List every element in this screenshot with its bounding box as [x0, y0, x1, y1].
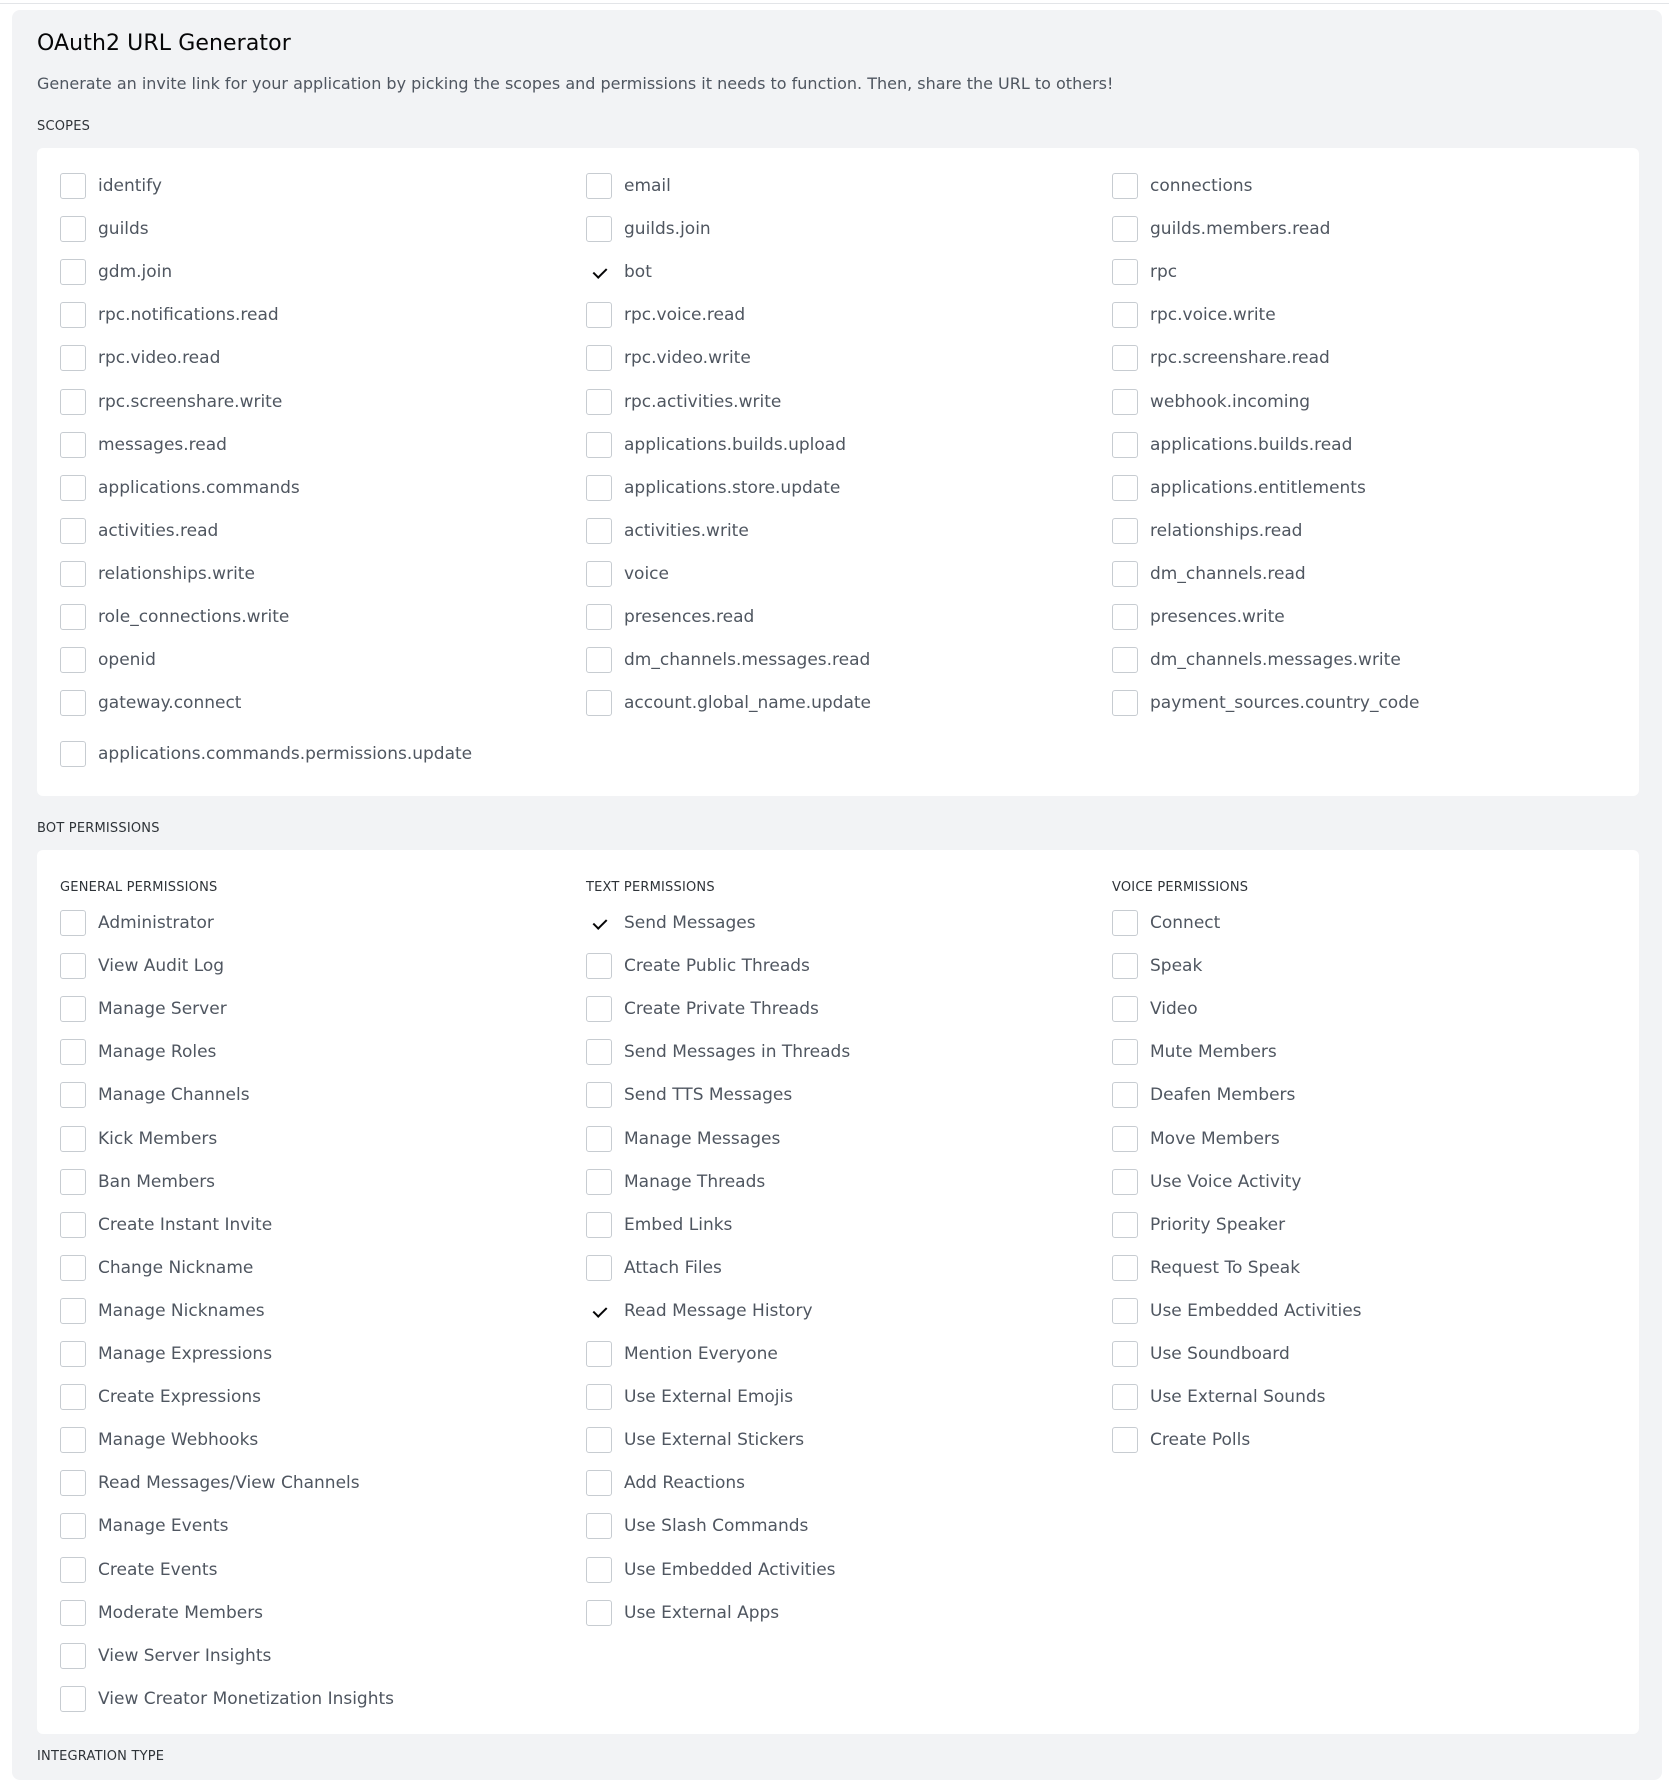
- permission-attach-files[interactable]: [586, 1254, 722, 1282]
- checkbox[interactable]: [586, 518, 612, 544]
- checkbox[interactable]: [1112, 432, 1138, 458]
- checkbox[interactable]: [1112, 953, 1138, 979]
- checkbox[interactable]: [60, 518, 86, 544]
- permission-add-reactions[interactable]: [586, 1469, 745, 1497]
- checkbox-label: Add Reactions: [624, 1473, 746, 1493]
- scope-gdm-join[interactable]: [60, 258, 172, 286]
- scope-messages-read[interactable]: [60, 431, 227, 459]
- checkbox-label: Manage Threads: [624, 1172, 766, 1192]
- checkbox[interactable]: [586, 173, 612, 199]
- scope-dm-channels-read[interactable]: [1112, 560, 1306, 588]
- scope-account-global-name-update[interactable]: [586, 689, 871, 717]
- bot-permissions-section-label: BOT PERMISSIONS: [37, 821, 160, 836]
- checkbox-label: webhook.incoming: [1150, 392, 1311, 412]
- checkbox[interactable]: [60, 432, 86, 458]
- checkbox-label: activities.read: [98, 521, 219, 541]
- checkbox[interactable]: [60, 1039, 86, 1065]
- checkbox-label: rpc: [1150, 262, 1178, 282]
- checkbox[interactable]: [1112, 1341, 1138, 1367]
- checkbox[interactable]: [1112, 1082, 1138, 1108]
- checkbox-label: applications.builds.read: [1150, 435, 1353, 455]
- checkbox-label: Use Slash Commands: [624, 1516, 809, 1536]
- checkbox-label: rpc.activities.write: [624, 392, 782, 412]
- checkbox-label: messages.read: [98, 435, 227, 455]
- checkbox[interactable]: [586, 953, 612, 979]
- checkbox-label: Use Embedded Activities: [624, 1560, 836, 1580]
- checkbox-label: activities.write: [624, 521, 749, 541]
- checkbox[interactable]: [60, 302, 86, 328]
- checkbox-label: connections: [1150, 176, 1253, 196]
- checkbox[interactable]: [60, 1255, 86, 1281]
- scope-applications-commands[interactable]: [60, 474, 300, 502]
- permission-create-instant-invite[interactable]: [60, 1211, 272, 1239]
- checkbox-label: Mute Members: [1150, 1042, 1277, 1062]
- checkbox-label: Mention Everyone: [624, 1344, 778, 1364]
- checkbox-label: dm_channels.messages.write: [1150, 650, 1401, 670]
- checkbox[interactable]: [60, 1341, 86, 1367]
- checkbox-label: View Creator Monetization Insights: [98, 1689, 395, 1709]
- checkbox-label: account.global_name.update: [624, 693, 871, 713]
- permission-use-external-stickers[interactable]: [586, 1426, 804, 1454]
- scope-payment-sources-country-code[interactable]: [1112, 689, 1419, 717]
- permission-deafen-members[interactable]: [1112, 1081, 1295, 1109]
- permission-use-slash-commands[interactable]: [586, 1512, 808, 1540]
- scope-rpc[interactable]: [1112, 258, 1177, 286]
- permission-send-messages[interactable]: [586, 909, 756, 937]
- scope-connections[interactable]: [1112, 172, 1253, 200]
- checkbox-label: guilds.join: [624, 219, 711, 239]
- checkbox[interactable]: [60, 216, 86, 242]
- checkbox[interactable]: [1112, 475, 1138, 501]
- checkbox-label: Send TTS Messages: [624, 1085, 793, 1105]
- checkbox-checked[interactable]: [586, 259, 612, 285]
- checkbox[interactable]: [1112, 173, 1138, 199]
- checkbox-label: payment_sources.country_code: [1150, 693, 1420, 713]
- permission-use-soundboard[interactable]: [1112, 1340, 1290, 1368]
- permission-mention-everyone[interactable]: [586, 1340, 778, 1368]
- checkbox[interactable]: [1112, 561, 1138, 587]
- checkbox-label: Use Embedded Activities: [1150, 1301, 1362, 1321]
- scope-presences-write[interactable]: [1112, 603, 1285, 631]
- checkbox[interactable]: [586, 604, 612, 630]
- checkbox-label: Use External Apps: [624, 1603, 780, 1623]
- permission-create-events[interactable]: [60, 1556, 217, 1584]
- checkbox-label: Speak: [1150, 956, 1203, 976]
- checkbox-label: role_connections.write: [98, 607, 290, 627]
- scope-rpc-video-write[interactable]: [586, 344, 751, 372]
- checkbox-label: Create Polls: [1150, 1430, 1251, 1450]
- checkbox[interactable]: [1112, 1126, 1138, 1152]
- scope-openid[interactable]: [60, 646, 156, 674]
- permission-request-to-speak[interactable]: [1112, 1254, 1300, 1282]
- checkbox[interactable]: [1112, 996, 1138, 1022]
- checkbox-label: Priority Speaker: [1150, 1215, 1286, 1235]
- scope-applications-commands-permissions-update[interactable]: [60, 740, 472, 768]
- scope-guilds-members-read[interactable]: [1112, 215, 1330, 243]
- checkbox[interactable]: [1112, 302, 1138, 328]
- checkbox[interactable]: [586, 475, 612, 501]
- checkbox-label: presences.read: [624, 607, 755, 627]
- checkbox[interactable]: [60, 1427, 86, 1453]
- checkbox-label: bot: [624, 262, 652, 282]
- checkbox-label: presences.write: [1150, 607, 1285, 627]
- permission-manage-messages[interactable]: [586, 1125, 780, 1153]
- checkbox-label: Use External Stickers: [624, 1430, 805, 1450]
- scope-activities-write[interactable]: [586, 517, 749, 545]
- permission-use-voice-activity[interactable]: [1112, 1168, 1301, 1196]
- checkbox[interactable]: [1112, 910, 1138, 936]
- scope-email[interactable]: [586, 172, 671, 200]
- permission-manage-roles[interactable]: [60, 1038, 216, 1066]
- permission-view-creator-monetization-insights[interactable]: [60, 1685, 394, 1713]
- checkbox-label: Use Soundboard: [1150, 1344, 1290, 1364]
- checkbox-label: Connect: [1150, 913, 1221, 933]
- checkbox[interactable]: [60, 1126, 86, 1152]
- checkbox[interactable]: [586, 1255, 612, 1281]
- checkbox-label: Manage Channels: [98, 1085, 250, 1105]
- permission-connect[interactable]: [1112, 909, 1220, 937]
- checkbox[interactable]: [60, 1082, 86, 1108]
- checkbox[interactable]: [1112, 1384, 1138, 1410]
- checkbox-label: dm_channels.read: [1150, 564, 1306, 584]
- checkbox-label: rpc.notifications.read: [98, 305, 279, 325]
- checkbox-label: Create Events: [98, 1560, 218, 1580]
- permission-create-expressions[interactable]: [60, 1383, 261, 1411]
- permission-manage-nicknames[interactable]: [60, 1297, 265, 1325]
- permission-moderate-members[interactable]: [60, 1599, 263, 1627]
- checkbox[interactable]: [586, 345, 612, 371]
- checkbox-label: Embed Links: [624, 1215, 733, 1235]
- scope-activities-read[interactable]: [60, 517, 218, 545]
- permission-send-messages-in-threads[interactable]: [586, 1038, 850, 1066]
- checkbox[interactable]: [586, 1082, 612, 1108]
- checkbox-label: Request To Speak: [1150, 1258, 1301, 1278]
- scope-role-connections-write[interactable]: [60, 603, 289, 631]
- checkbox[interactable]: [586, 1513, 612, 1539]
- checkbox[interactable]: [1112, 389, 1138, 415]
- checkbox-label: applications.store.update: [624, 478, 841, 498]
- permission-video[interactable]: [1112, 995, 1198, 1023]
- permission-move-members[interactable]: [1112, 1125, 1280, 1153]
- scope-guilds-join[interactable]: [586, 215, 711, 243]
- checkbox[interactable]: [586, 1039, 612, 1065]
- checkbox-label: Manage Roles: [98, 1042, 217, 1062]
- checkbox[interactable]: [60, 345, 86, 371]
- checkbox[interactable]: [586, 1427, 612, 1453]
- checkbox-label: email: [624, 176, 671, 196]
- permission-manage-channels[interactable]: [60, 1081, 250, 1109]
- checkbox-label: Create Expressions: [98, 1387, 262, 1407]
- integration-type-section-label: INTEGRATION TYPE: [37, 1749, 165, 1764]
- permission-view-server-insights[interactable]: [60, 1642, 271, 1670]
- checkbox[interactable]: [60, 1686, 86, 1712]
- scope-applications-store-update[interactable]: [586, 474, 840, 502]
- checkbox-label: applications.commands: [98, 478, 300, 498]
- checkbox[interactable]: [60, 690, 86, 716]
- checkbox-label: Read Messages/View Channels: [98, 1473, 360, 1493]
- checkbox-label: applications.commands.permissions.update: [98, 744, 473, 764]
- checkbox[interactable]: [586, 1126, 612, 1152]
- checkbox[interactable]: [60, 561, 86, 587]
- scope-dm-channels-messages-read[interactable]: [586, 646, 870, 674]
- checkbox[interactable]: [1112, 216, 1138, 242]
- checkbox-label: identify: [98, 176, 162, 196]
- scope-relationships-read[interactable]: [1112, 517, 1302, 545]
- scope-guilds[interactable]: [60, 215, 149, 243]
- scopes-card: [37, 148, 1639, 796]
- bot-permissions-card: [37, 850, 1639, 1734]
- permission-column-heading: VOICE PERMISSIONS: [1112, 880, 1249, 895]
- checkbox[interactable]: [1112, 518, 1138, 544]
- permission-manage-server[interactable]: [60, 995, 227, 1023]
- checkbox[interactable]: [1112, 1255, 1138, 1281]
- permission-change-nickname[interactable]: [60, 1254, 253, 1282]
- checkbox[interactable]: [60, 1169, 86, 1195]
- checkbox[interactable]: [586, 690, 612, 716]
- permission-read-message-history[interactable]: [586, 1297, 813, 1325]
- checkbox-label: relationships.write: [98, 564, 255, 584]
- checkbox[interactable]: [60, 1298, 86, 1324]
- checkbox-label: Moderate Members: [98, 1603, 264, 1623]
- checkbox[interactable]: [1112, 1212, 1138, 1238]
- checkbox-label: Manage Nicknames: [98, 1301, 265, 1321]
- scope-identify[interactable]: [60, 172, 162, 200]
- checkbox-label: dm_channels.messages.read: [624, 650, 871, 670]
- permission-column-heading: TEXT PERMISSIONS: [586, 880, 715, 895]
- checkbox[interactable]: [586, 1341, 612, 1367]
- checkbox[interactable]: [60, 389, 86, 415]
- permission-send-tts-messages[interactable]: [586, 1081, 792, 1109]
- permission-create-polls[interactable]: [1112, 1426, 1250, 1454]
- checkbox[interactable]: [1112, 259, 1138, 285]
- checkbox-label: applications.builds.upload: [624, 435, 846, 455]
- checkbox-label: Read Message History: [624, 1301, 813, 1321]
- checkbox[interactable]: [60, 259, 86, 285]
- checkbox[interactable]: [586, 1557, 612, 1583]
- page-title: OAuth2 URL Generator: [37, 31, 291, 56]
- checkbox-label: Use External Emojis: [624, 1387, 794, 1407]
- permission-use-embedded-activities[interactable]: [1112, 1297, 1362, 1325]
- checkbox-label: View Audit Log: [98, 956, 225, 976]
- checkbox-label: openid: [98, 650, 156, 670]
- permission-column-heading: GENERAL PERMISSIONS: [60, 880, 218, 895]
- scope-gateway-connect[interactable]: [60, 689, 241, 717]
- checkbox-label: Video: [1150, 999, 1198, 1019]
- checkbox-label: Create Private Threads: [624, 999, 819, 1019]
- checkbox-label: guilds.members.read: [1150, 219, 1331, 239]
- permission-create-private-threads[interactable]: [586, 995, 819, 1023]
- scope-applications-builds-read[interactable]: [1112, 431, 1352, 459]
- checkbox[interactable]: [586, 1600, 612, 1626]
- scope-rpc-voice-read[interactable]: [586, 301, 745, 329]
- top-divider: [0, 3, 1669, 4]
- checkbox-label: guilds: [98, 219, 149, 239]
- checkbox-label: rpc.voice.write: [1150, 305, 1276, 325]
- permission-manage-events[interactable]: [60, 1512, 229, 1540]
- checkbox[interactable]: [1112, 1039, 1138, 1065]
- checkbox-label: Manage Messages: [624, 1129, 781, 1149]
- checkbox[interactable]: [60, 996, 86, 1022]
- permission-administrator[interactable]: [60, 909, 214, 937]
- scope-rpc-voice-write[interactable]: [1112, 301, 1276, 329]
- permission-manage-webhooks[interactable]: [60, 1426, 258, 1454]
- permission-create-public-threads[interactable]: [586, 952, 810, 980]
- checkbox-label: rpc.video.write: [624, 348, 751, 368]
- checkbox[interactable]: [1112, 1427, 1138, 1453]
- permission-embed-links[interactable]: [586, 1211, 732, 1239]
- checkbox-label: rpc.screenshare.write: [98, 392, 283, 412]
- checkbox[interactable]: [586, 1212, 612, 1238]
- permission-mute-members[interactable]: [1112, 1038, 1277, 1066]
- checkbox-label: Manage Webhooks: [98, 1430, 259, 1450]
- checkbox[interactable]: [60, 1643, 86, 1669]
- checkbox-label: Deafen Members: [1150, 1085, 1296, 1105]
- permission-kick-members[interactable]: [60, 1125, 217, 1153]
- scope-relationships-write[interactable]: [60, 560, 255, 588]
- page-description: Generate an invite link for your application by picking the scopes and permissions it needs to function. Then, share the URL to others!: [37, 74, 1114, 93]
- checkbox-label: relationships.read: [1150, 521, 1303, 541]
- permission-speak[interactable]: [1112, 952, 1202, 980]
- checkbox[interactable]: [586, 647, 612, 673]
- permission-read-messages-view-channels[interactable]: [60, 1469, 360, 1497]
- checkbox[interactable]: [586, 302, 612, 328]
- checkbox[interactable]: [60, 1600, 86, 1626]
- checkbox[interactable]: [586, 389, 612, 415]
- scope-rpc-screenshare-read[interactable]: [1112, 344, 1330, 372]
- checkbox[interactable]: [60, 1557, 86, 1583]
- checkbox-label: Attach Files: [624, 1258, 722, 1278]
- scope-voice[interactable]: [586, 560, 669, 588]
- checkbox-label: rpc.voice.read: [624, 305, 746, 325]
- checkbox-label: rpc.screenshare.read: [1150, 348, 1330, 368]
- scope-dm-channels-messages-write[interactable]: [1112, 646, 1401, 674]
- checkbox-label: Create Instant Invite: [98, 1215, 273, 1235]
- checkbox-label: Manage Expressions: [98, 1344, 273, 1364]
- checkbox[interactable]: [586, 1169, 612, 1195]
- scope-presences-read[interactable]: [586, 603, 754, 631]
- checkbox-label: Manage Events: [98, 1516, 229, 1536]
- permission-manage-expressions[interactable]: [60, 1340, 272, 1368]
- checkbox[interactable]: [1112, 604, 1138, 630]
- checkbox[interactable]: [586, 216, 612, 242]
- checkbox-label: Use External Sounds: [1150, 1387, 1326, 1407]
- scope-applications-builds-upload[interactable]: [586, 431, 846, 459]
- checkbox[interactable]: [1112, 1298, 1138, 1324]
- permission-priority-speaker[interactable]: [1112, 1211, 1285, 1239]
- checkbox[interactable]: [60, 910, 86, 936]
- checkbox-label: Kick Members: [98, 1129, 218, 1149]
- checkbox-label: Move Members: [1150, 1129, 1280, 1149]
- checkbox-label: View Server Insights: [98, 1646, 272, 1666]
- checkbox[interactable]: [60, 741, 86, 767]
- checkbox[interactable]: [60, 173, 86, 199]
- checkbox-label: Create Public Threads: [624, 956, 810, 976]
- checkbox[interactable]: [586, 1384, 612, 1410]
- checkbox-label: gateway.connect: [98, 693, 242, 713]
- scope-bot[interactable]: [586, 258, 652, 286]
- checkbox[interactable]: [1112, 690, 1138, 716]
- checkbox-label: Change Nickname: [98, 1258, 254, 1278]
- scope-rpc-activities-write[interactable]: [586, 388, 781, 416]
- checkbox[interactable]: [586, 996, 612, 1022]
- checkbox-label: Administrator: [98, 913, 214, 933]
- checkbox[interactable]: [586, 1470, 612, 1496]
- permission-view-audit-log[interactable]: [60, 952, 224, 980]
- checkbox-checked[interactable]: [586, 1298, 612, 1324]
- checkbox[interactable]: [586, 432, 612, 458]
- permission-use-external-sounds[interactable]: [1112, 1383, 1326, 1411]
- checkbox[interactable]: [586, 561, 612, 587]
- checkbox-label: gdm.join: [98, 262, 173, 282]
- scope-applications-entitlements[interactable]: [1112, 474, 1366, 502]
- checkbox-label: applications.entitlements: [1150, 478, 1366, 498]
- scope-rpc-video-read[interactable]: [60, 344, 220, 372]
- checkbox[interactable]: [60, 475, 86, 501]
- checkbox[interactable]: [1112, 345, 1138, 371]
- checkbox[interactable]: [60, 953, 86, 979]
- scope-webhook-incoming[interactable]: [1112, 388, 1310, 416]
- checkbox[interactable]: [1112, 1169, 1138, 1195]
- permission-manage-threads[interactable]: [586, 1168, 765, 1196]
- checkbox[interactable]: [60, 647, 86, 673]
- permission-use-external-apps[interactable]: [586, 1599, 779, 1627]
- checkbox[interactable]: [1112, 647, 1138, 673]
- scope-rpc-notifications-read[interactable]: [60, 301, 279, 329]
- checkbox-label: Manage Server: [98, 999, 227, 1019]
- permission-use-external-emojis[interactable]: [586, 1383, 793, 1411]
- checkbox-label: Ban Members: [98, 1172, 216, 1192]
- checkbox[interactable]: [60, 1212, 86, 1238]
- scopes-section-label: SCOPES: [37, 119, 91, 134]
- checkbox-label: Send Messages in Threads: [624, 1042, 851, 1062]
- checkbox[interactable]: [60, 604, 86, 630]
- scope-rpc-screenshare-write[interactable]: [60, 388, 282, 416]
- checkbox[interactable]: [60, 1384, 86, 1410]
- checkbox-checked[interactable]: [586, 910, 612, 936]
- permission-ban-members[interactable]: [60, 1168, 215, 1196]
- checkbox-label: rpc.video.read: [98, 348, 221, 368]
- checkbox-label: Send Messages: [624, 913, 756, 933]
- checkbox[interactable]: [60, 1513, 86, 1539]
- checkbox[interactable]: [60, 1470, 86, 1496]
- checkbox-label: voice: [624, 564, 669, 584]
- permission-use-embedded-activities[interactable]: [586, 1556, 836, 1584]
- checkbox-label: Use Voice Activity: [1150, 1172, 1302, 1192]
